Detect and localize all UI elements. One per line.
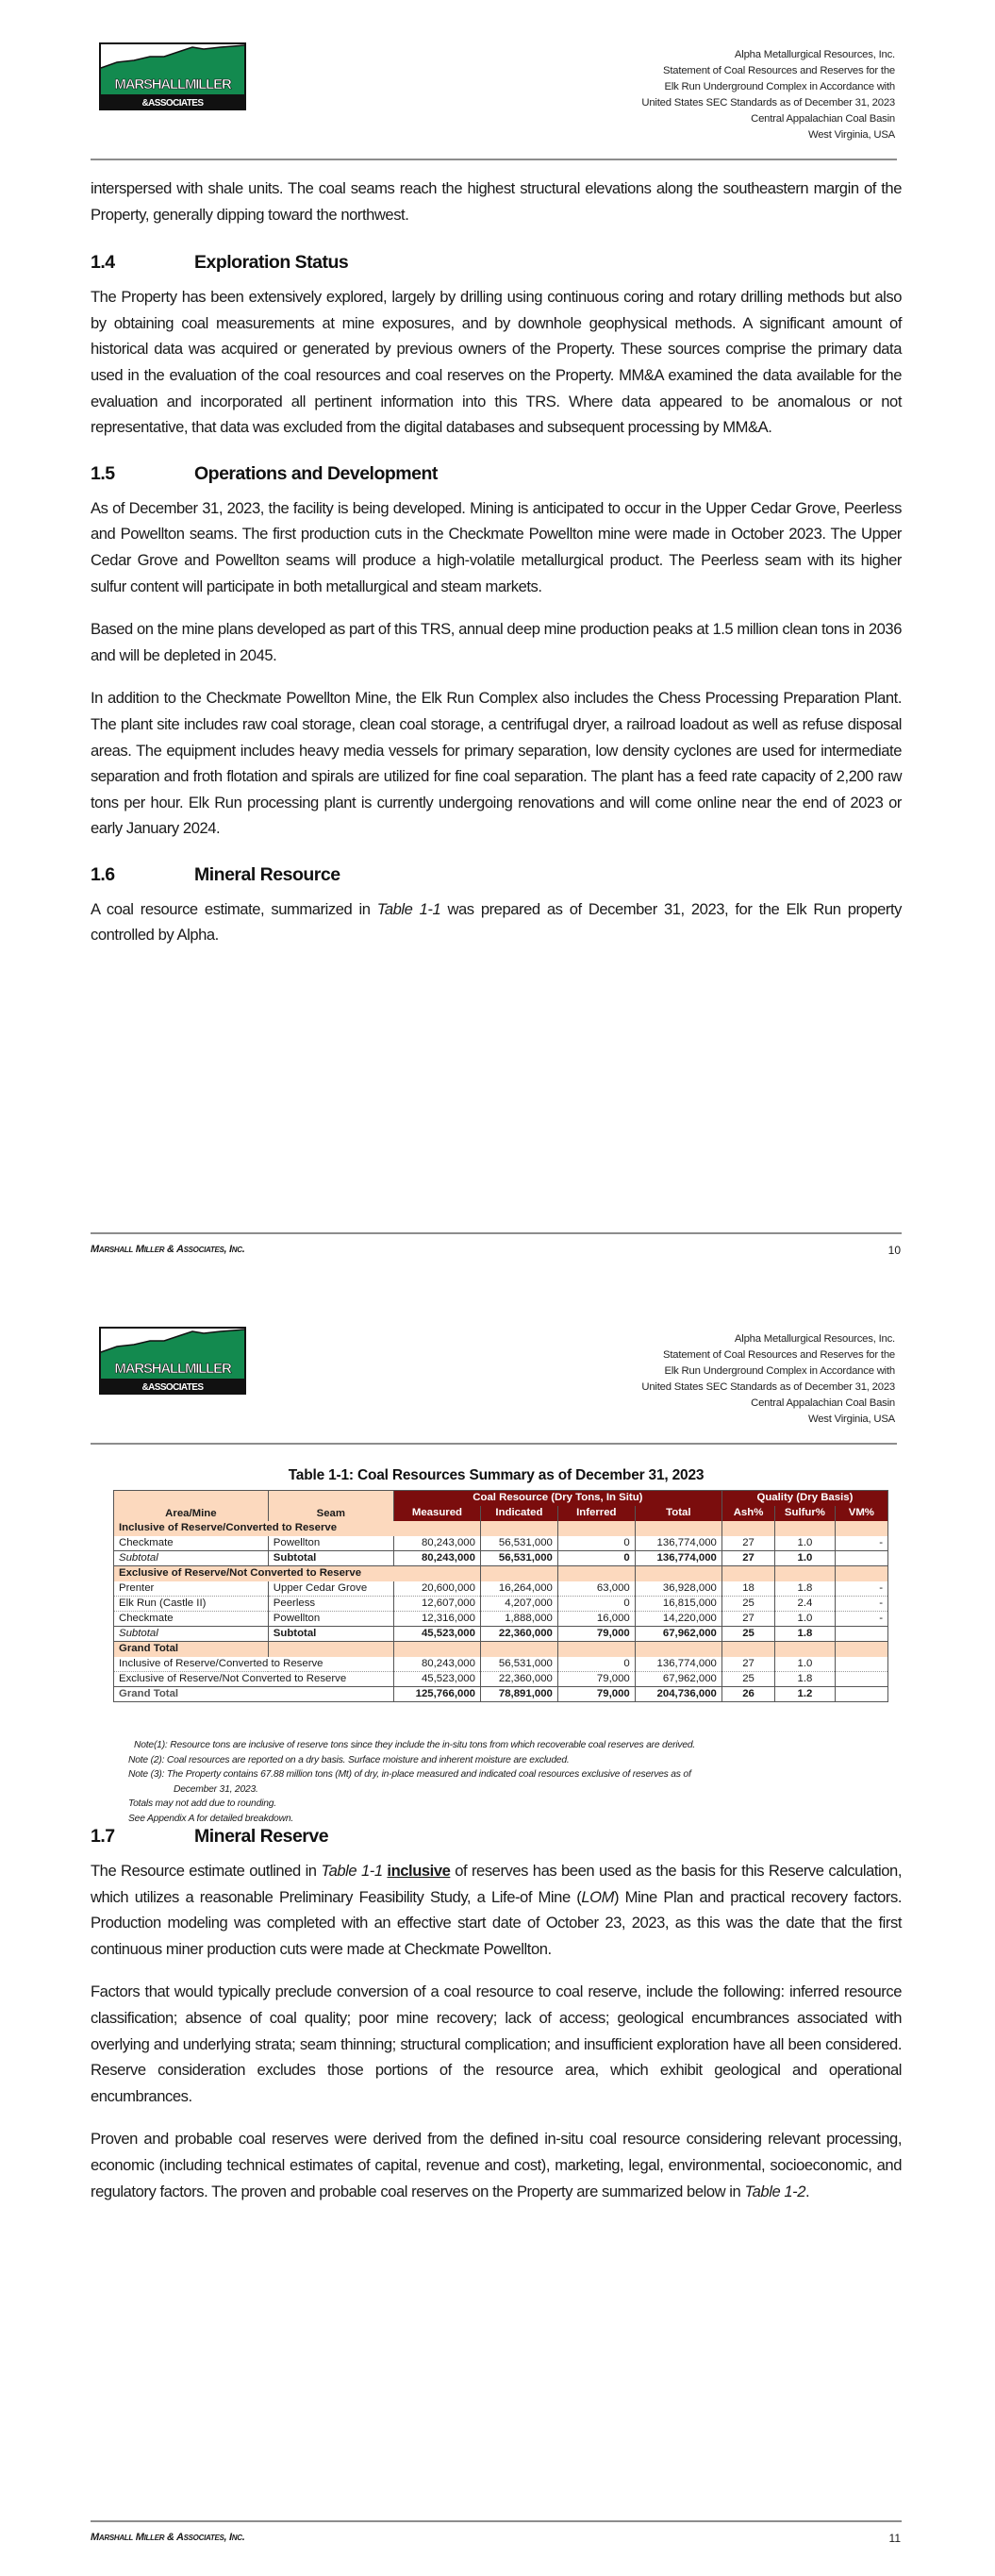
- cell-measured: 80,243,000: [393, 1657, 480, 1672]
- cell-seam: Powellton: [268, 1536, 393, 1551]
- page-number: 11: [888, 2532, 901, 2545]
- cell-vm: [835, 1687, 887, 1702]
- table-reference-link[interactable]: Table 1-2: [744, 2182, 806, 2200]
- header-line: United States SEC Standards as of December 31, 2023: [641, 1381, 895, 1393]
- footer-company: Marshall Miller & Associates, Inc.: [91, 2532, 245, 2543]
- text-run: A coal resource estimate, summarized in: [91, 899, 377, 918]
- table-reference-link[interactable]: Table 1-1: [321, 1862, 383, 1880]
- section-title: Mineral Resource: [194, 863, 340, 885]
- cell-sulfur: 2.4: [775, 1597, 835, 1612]
- footer-divider: [91, 2520, 902, 2522]
- cell-vm: -: [835, 1536, 887, 1551]
- cell-indicated: 1,888,000: [480, 1612, 557, 1627]
- column-header-area: Area/Mine: [114, 1491, 269, 1521]
- footer-divider: [91, 1232, 902, 1234]
- table-note: December 31, 2023.: [174, 1783, 258, 1795]
- cell-indicated: 56,531,000: [480, 1551, 557, 1566]
- table-section-row: [114, 1566, 888, 1581]
- cell-inferred: 79,000: [557, 1687, 635, 1702]
- cell-ash: 27: [721, 1612, 774, 1627]
- cell-measured: 12,607,000: [393, 1597, 480, 1612]
- cell-inferred: 0: [557, 1536, 635, 1551]
- text-run: .: [805, 2182, 810, 2200]
- plant-paragraph: In addition to the Checkmate Powellton Mine, the Elk Run Complex also includes the Chess Processing Preparation Plant. The plant site includes raw coal storage, clean coal storage, a centrifugal dryer, a railroad loadout as well as refuse disposal areas. The equipment includes heavy media vessels for primary separation, low density cyclones are used for intermediate separation and froth flotation and spirals are utilized for fine coal separation. The plant has a feed rate capacity of 2,200 raw tons per hour. Elk Run processing plant is currently undergoing renovations and will come online near the end of 2023 or early January 2024.: [91, 689, 902, 838]
- cell-seam: Peerless: [268, 1597, 393, 1612]
- cell-area: Checkmate: [114, 1612, 269, 1627]
- cell-sulfur: 1.0: [775, 1536, 835, 1551]
- cell-indicated: 4,207,000: [480, 1597, 557, 1612]
- cell-inferred: 0: [557, 1597, 635, 1612]
- cell-total: 136,774,000: [635, 1551, 721, 1566]
- cell-inferred: 16,000: [557, 1612, 635, 1627]
- cell-label: Exclusive of Reserve/Not Converted to Reserve: [114, 1672, 394, 1687]
- reserve-paragraph: [91, 1858, 902, 1962]
- exploration-paragraph: The Property has been extensively explored, largely by drilling using continuous coring and rotary drilling methods but also by obtaining coal measurements at mine exposures, and by downhole geophysical methods. A significant amount of historical data was acquired or generated by previous owners of the Property. These sources comprise the primary data used in the evaluation of the coal resources and coal reserves on the Property. MM&A examined the data available for the evaluation and incorporated all pertinent information into this TRS. Where data appeared to be anomalous or not representative, that data was excluded from the digital databases and subsequent processing by MM&A.: [91, 288, 902, 437]
- table-note: Note (3): The Property contains 67.88 million tons (Mt) of dry, in-place measured and indicated coal resources exclusive of reserves as of: [128, 1769, 691, 1780]
- cell-inferred: 79,000: [557, 1627, 635, 1642]
- column-header-inferred: Inferred: [557, 1506, 635, 1521]
- page-10-body: [91, 176, 902, 948]
- proven-probable-paragraph: [91, 2126, 902, 2204]
- cell-indicated: 16,264,000: [480, 1581, 557, 1597]
- page-11: [0, 1288, 995, 2576]
- table-row: [114, 1612, 888, 1627]
- cell-total: 36,928,000: [635, 1581, 721, 1597]
- cell-area: Subtotal: [114, 1627, 269, 1642]
- text-run: was prepared as of December 31, 2023, for the Elk Run property controlled by Alpha.: [91, 899, 902, 945]
- table-section-row: [114, 1521, 888, 1536]
- column-header-seam: Seam: [268, 1491, 393, 1521]
- cell-area: Subtotal: [114, 1551, 269, 1566]
- cell-measured: 80,243,000: [393, 1551, 480, 1566]
- table-title: Table 1-1: Coal Resources Summary as of December 31, 2023: [288, 1467, 705, 1483]
- cell-inferred: 63,000: [557, 1581, 635, 1597]
- table-row: [114, 1581, 888, 1597]
- cell-seam: Powellton: [268, 1612, 393, 1627]
- text-run: of reserves has been used as the basis for this Reserve calculation, which utilizes a reasonable Preliminary Feasibility Study, a Life-of Mine (: [91, 1862, 902, 1906]
- cell-total: 136,774,000: [635, 1536, 721, 1551]
- grand-total-row: [114, 1687, 888, 1702]
- subtotal-row: [114, 1627, 888, 1642]
- section-number: 1.5: [91, 462, 115, 484]
- header-divider: [91, 159, 897, 160]
- cell-indicated: 56,531,000: [480, 1657, 557, 1672]
- cell-inferred: 0: [557, 1551, 635, 1566]
- section-number: 1.4: [91, 252, 115, 274]
- cell-ash: 18: [721, 1581, 774, 1597]
- header-line: Central Appalachian Coal Basin: [751, 113, 895, 125]
- subtotal-row: [114, 1551, 888, 1566]
- cell-indicated: 56,531,000: [480, 1536, 557, 1551]
- cell-seam: Subtotal: [268, 1627, 393, 1642]
- factors-paragraph: Factors that would typically preclude conversion of a coal resource to coal reserve, include the following: inferred resource classification; absence of coal quality; poor mine recovery; lack of access; geological encumbrances associated with overlying and underlying strata; seam thinning; structural complication; and insufficient exploration have all been considered. Reserve consideration excludes those portions of the resource area, which exhibit geological and operational encumbrances.: [91, 1982, 902, 2105]
- document-header: [641, 1331, 895, 1428]
- cell-vm: [835, 1657, 887, 1672]
- header-line: Statement of Coal Resources and Reserves for the: [663, 65, 895, 76]
- header-line: United States SEC Standards as of December 31, 2023: [641, 97, 895, 109]
- cell-measured: 80,243,000: [393, 1536, 480, 1551]
- resource-paragraph: [91, 896, 902, 948]
- cell-sulfur: 1.8: [775, 1581, 835, 1597]
- cell-area: Elk Run (Castle II): [114, 1597, 269, 1612]
- cell-sulfur: 1.0: [775, 1551, 835, 1566]
- table-note: See Appendix A for detailed breakdown.: [128, 1813, 294, 1824]
- table-note: Note (2): Coal resources are reported on a dry basis. Surface moisture and inherent moisture are excluded.: [128, 1754, 570, 1765]
- header-divider: [91, 1443, 897, 1445]
- header-line: Central Appalachian Coal Basin: [751, 1397, 895, 1409]
- intro-paragraph: interspersed with shale units. The coal seams reach the highest structural elevations along the southeastern margin of the Property, generally dipping toward the northwest.: [91, 179, 902, 224]
- header-line: Elk Run Underground Complex in Accordance with: [664, 1365, 895, 1377]
- emphasis-inclusive: inclusive: [387, 1862, 451, 1880]
- table-group-header-row: [114, 1491, 888, 1506]
- cell-ash: 25: [721, 1597, 774, 1612]
- header-line: Statement of Coal Resources and Reserves for the: [663, 1349, 895, 1361]
- document-header: [641, 47, 895, 143]
- section-heading-1-5: [91, 461, 902, 486]
- table-row: [114, 1672, 888, 1687]
- cell-indicated: 22,360,000: [480, 1627, 557, 1642]
- cell-measured: 45,523,000: [393, 1672, 480, 1687]
- section-label: Inclusive of Reserve/Converted to Reserve: [114, 1521, 481, 1536]
- cell-ash: 27: [721, 1657, 774, 1672]
- cell-sulfur: 1.0: [775, 1657, 835, 1672]
- marshall-miller-logo-icon: [98, 1326, 247, 1396]
- section-heading-1-7: [91, 1824, 902, 1848]
- cell-total: 14,220,000: [635, 1612, 721, 1627]
- cell-total: 204,736,000: [635, 1687, 721, 1702]
- cell-vm: [835, 1551, 887, 1566]
- cell-ash: 27: [721, 1551, 774, 1566]
- cell-ash: 27: [721, 1536, 774, 1551]
- cell-area: Checkmate: [114, 1536, 269, 1551]
- logo-associates: &ASSOCIATES: [141, 1382, 204, 1393]
- logo-wordmark: MARSHALLMILLER: [114, 1361, 231, 1377]
- cell-ash: 25: [721, 1627, 774, 1642]
- column-header-ash: Ash%: [721, 1506, 774, 1521]
- column-header-total: Total: [635, 1506, 721, 1521]
- table-reference-link[interactable]: Table 1-1: [376, 899, 441, 918]
- cell-measured: 125,766,000: [393, 1687, 480, 1702]
- group-header-resource: Coal Resource (Dry Tons, In Situ): [393, 1491, 721, 1506]
- table-note: Totals may not add due to rounding.: [128, 1798, 276, 1809]
- column-header-sulfur: Sulfur%: [775, 1506, 835, 1521]
- table-section-row: [114, 1642, 888, 1657]
- header-line: Alpha Metallurgical Resources, Inc.: [734, 49, 895, 60]
- text-run: ) Mine Plan and practical recovery factors. Production modeling was completed with an effective start date of October 23, 2023, as this was the date that the first continuous miner production cuts were made at Checkmate Powellton.: [91, 1887, 903, 1958]
- cell-seam: Subtotal: [268, 1551, 393, 1566]
- text-run: The Resource estimate outlined in: [91, 1862, 322, 1880]
- cell-sulfur: 1.2: [775, 1687, 835, 1702]
- cell-vm: -: [835, 1581, 887, 1597]
- section-label: Grand Total: [114, 1642, 269, 1657]
- cell-inferred: 0: [557, 1657, 635, 1672]
- cell-total: 136,774,000: [635, 1657, 721, 1672]
- section-title: Operations and Development: [194, 462, 438, 484]
- table-row: [114, 1597, 888, 1612]
- cell-seam: Upper Cedar Grove: [268, 1581, 393, 1597]
- cell-inferred: 79,000: [557, 1672, 635, 1687]
- page-11-body: [91, 1824, 902, 2204]
- cell-area: Prenter: [114, 1581, 269, 1597]
- cell-sulfur: 1.8: [775, 1627, 835, 1642]
- cell-indicated: 78,891,000: [480, 1687, 557, 1702]
- operations-paragraph: As of December 31, 2023, the facility is being developed. Mining is anticipated to occur in the Upper Cedar Grove, Peerless and Powellton seams. The first production cuts in the Checkmate Powellton mine were made in October 2023. The Upper Cedar Grove and Powellton seams will produce a high-volatile metallurgical product. The Peerless seam with its higher sulfur content will participate in both metallurgical and steam markets.: [91, 498, 902, 595]
- cell-sulfur: 1.8: [775, 1672, 835, 1687]
- table-row: [114, 1657, 888, 1672]
- lom-abbreviation: LOM: [581, 1887, 614, 1906]
- cell-total: 67,962,000: [635, 1672, 721, 1687]
- cell-sulfur: 1.0: [775, 1612, 835, 1627]
- section-number: 1.7: [91, 1826, 115, 1847]
- table-row: [114, 1536, 888, 1551]
- header-line: Elk Run Underground Complex in Accordance with: [664, 81, 895, 92]
- cell-indicated: 22,360,000: [480, 1672, 557, 1687]
- cell-vm: [835, 1672, 887, 1687]
- header-line: West Virginia, USA: [807, 1413, 895, 1425]
- cell-vm: -: [835, 1597, 887, 1612]
- section-number: 1.6: [91, 863, 115, 885]
- cell-measured: 12,316,000: [393, 1612, 480, 1627]
- footer-company: Marshall Miller & Associates, Inc.: [91, 1244, 245, 1255]
- header-line: Alpha Metallurgical Resources, Inc.: [734, 1333, 895, 1345]
- column-header-indicated: Indicated: [480, 1506, 557, 1521]
- section-heading-1-4: [91, 250, 902, 275]
- section-title: Mineral Reserve: [194, 1826, 329, 1847]
- cell-vm: [835, 1627, 887, 1642]
- header-line: West Virginia, USA: [807, 129, 895, 141]
- column-header-measured: Measured: [393, 1506, 480, 1521]
- cell-measured: 20,600,000: [393, 1581, 480, 1597]
- logo-associates: &ASSOCIATES: [141, 98, 204, 109]
- cell-label: Inclusive of Reserve/Converted to Reserve: [114, 1657, 394, 1672]
- cell-total: 67,962,000: [635, 1627, 721, 1642]
- section-heading-1-6: [91, 862, 902, 887]
- cell-vm: -: [835, 1612, 887, 1627]
- logo-wordmark: MARSHALLMILLER: [114, 76, 231, 92]
- group-header-quality: Quality (Dry Basis): [721, 1491, 887, 1506]
- cell-measured: 45,523,000: [393, 1627, 480, 1642]
- section-label: Exclusive of Reserve/Not Converted to Reserve: [114, 1566, 481, 1581]
- table-notes: [128, 1738, 695, 1826]
- marshall-miller-logo-icon: [98, 42, 247, 111]
- cell-total: 16,815,000: [635, 1597, 721, 1612]
- cell-ash: 26: [721, 1687, 774, 1702]
- table-note: Note(1): Resource tons are inclusive of reserve tons since they include the in-situ tons from which recoverable coal reserves are derived.: [134, 1740, 696, 1750]
- cell-ash: 25: [721, 1672, 774, 1687]
- column-header-vm: VM%: [835, 1506, 887, 1521]
- text-run: Proven and probable coal reserves were derived from the defined in-situ coal resource considering relevant processing, economic (including technical estimates of capital, revenue and cost), marketing, legal, environmental, socioeconomic, and regulatory factors. The proven and probable coal reserves on the Property are summarized below in: [91, 2130, 902, 2200]
- page-number: 10: [887, 1244, 901, 1257]
- production-paragraph: Based on the mine plans developed as part of this TRS, annual deep mine production peaks at 1.5 million clean tons in 2036 and will be depleted in 2045.: [91, 620, 902, 664]
- coal-resources-table: [113, 1490, 888, 1702]
- section-title: Exploration Status: [194, 252, 349, 274]
- cell-label: Grand Total: [114, 1687, 394, 1702]
